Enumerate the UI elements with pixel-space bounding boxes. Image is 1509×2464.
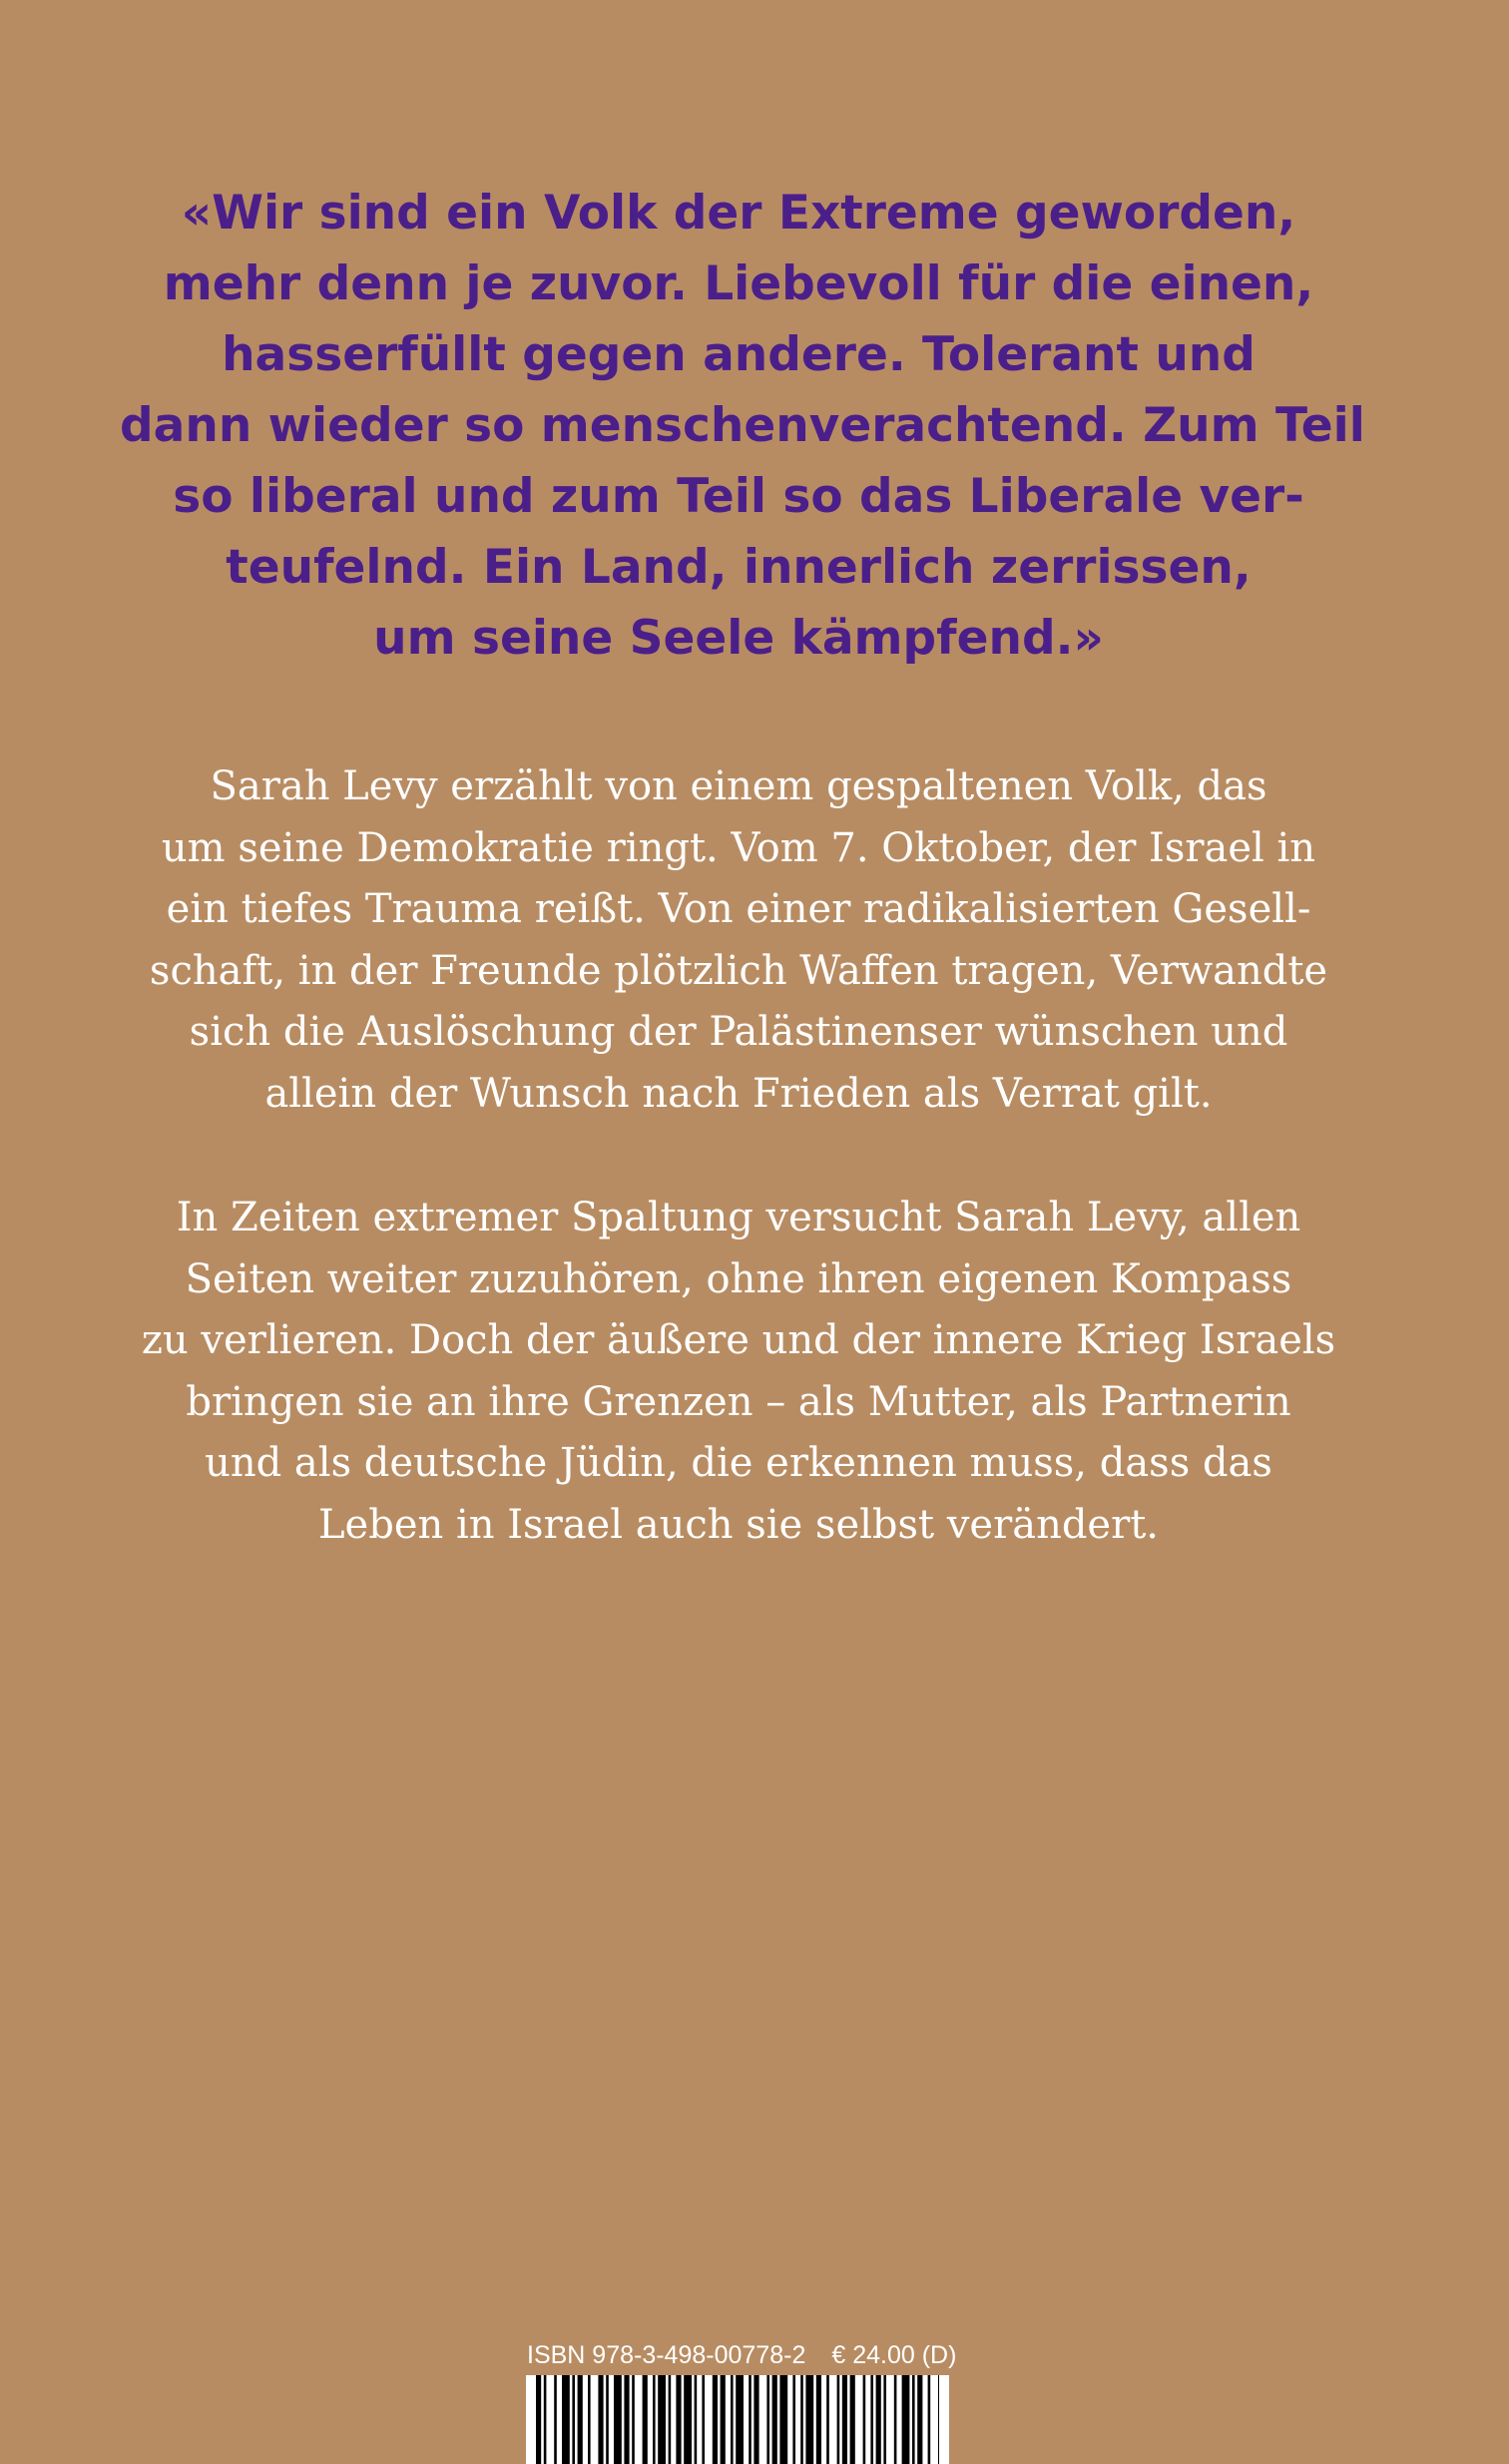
paragraph-line: Seiten weiter zuzuhören, ohne ihren eigenen Kompass (185, 1255, 1292, 1302)
barcode-bar (702, 2375, 705, 2464)
barcode-bar (805, 2375, 813, 2464)
barcode-bar (938, 2375, 939, 2464)
barcode-bar (870, 2375, 873, 2464)
quote-line: dann wieder so menschenverachtend. Zum Teil (120, 398, 1365, 453)
barcode-bar (624, 2375, 629, 2464)
barcode-bar (779, 2375, 787, 2464)
paragraph-line: zu verlieren. Doch der äußere und der innere Krieg Israels (141, 1317, 1336, 1363)
barcode-bar (676, 2375, 681, 2464)
paragraph-line: sich die Auslöschung der Palästinenser wünschen und (189, 1009, 1288, 1055)
barcode-bar (863, 2375, 866, 2464)
barcode-bar (842, 2375, 847, 2464)
paragraph-line: um seine Demokratie ringt. Vom 7. Oktober, der Israel in (161, 824, 1316, 871)
barcode-bar (614, 2375, 622, 2464)
barcode-bar (912, 2375, 915, 2464)
barcode-bar (536, 2375, 541, 2464)
barcode-bar (902, 2375, 910, 2464)
paragraph-line: schaft, in der Freunde plötzlich Waffen tragen, Verwandte (149, 947, 1328, 994)
isbn-number: ISBN 978-3-498-00778-2 (527, 2341, 806, 2369)
barcode-bar (928, 2375, 931, 2464)
barcode-bar (736, 2375, 744, 2464)
barcode-bar (826, 2375, 829, 2464)
barcode-bar (792, 2375, 795, 2464)
quote-line: «Wir sind ein Volk der Extreme geworden, (181, 186, 1296, 241)
quote-line: um seine Seele kämpfend.» (373, 611, 1104, 666)
barcode-bar (816, 2375, 821, 2464)
barcode-bar (766, 2375, 769, 2464)
barcode-bar (606, 2375, 609, 2464)
barcode-bar (731, 2375, 734, 2464)
quote-line: mehr denn je zuvor. Liebevoll für die einen, (163, 256, 1314, 311)
quote-line: so liberal und zum Teil so das Liberale ver- (173, 469, 1304, 524)
paragraph-line: und als deutsche Jüdin, die erkennen muss, dass das (205, 1440, 1272, 1486)
quote-line: teufelnd. Ein Land, innerlich zerrissen, (226, 540, 1252, 595)
barcode-bar (749, 2375, 752, 2464)
barcode-bar (684, 2375, 692, 2464)
barcode-bar (588, 2375, 591, 2464)
barcode-bar (653, 2375, 656, 2464)
barcode-bar (850, 2375, 855, 2464)
paragraph-line: ein tiefes Trauma reißt. Von einer radikalisierten Gesell- (166, 886, 1311, 932)
barcode-bar (837, 2375, 840, 2464)
paragraph-line: Sarah Levy erzählt von einem gespaltenen Volk, das (210, 763, 1267, 809)
blurb-quote (120, 178, 1365, 674)
barcode-bar (800, 2375, 803, 2464)
barcode-bar (643, 2375, 648, 2464)
barcode-bar (669, 2375, 672, 2464)
barcode-bar (562, 2375, 570, 2464)
barcode-bar (876, 2375, 881, 2464)
paragraph-line: Leben in Israel auch sie selbst verändert. (317, 1501, 1160, 1548)
barcode-bar (772, 2375, 777, 2464)
quote-line: hasserfüllt gegen andere. Tolerant und (222, 327, 1256, 382)
barcode-bar (754, 2375, 758, 2464)
paragraph-line: bringen sie an ihre Grenzen – als Mutter, als Partnerin (186, 1378, 1291, 1425)
paragraph-line: allein der Wunsch nach Frieden als Verrat gilt. (264, 1070, 1213, 1117)
barcode-bar (578, 2375, 583, 2464)
barcode-bar (544, 2375, 547, 2464)
barcode-bar (554, 2375, 557, 2464)
barcode-bar (721, 2375, 726, 2464)
barcode-bar (917, 2375, 922, 2464)
barcode-bar (598, 2375, 603, 2464)
barcode-bar (695, 2375, 698, 2464)
barcode (526, 2375, 949, 2464)
price-label: € 24.00 (D) (831, 2341, 957, 2369)
barcode-bar (883, 2375, 886, 2464)
barcode-bar (572, 2375, 575, 2464)
barcode-bar (713, 2375, 718, 2464)
description-paragraph-1 (120, 756, 1357, 1125)
description-paragraph-2 (120, 1188, 1357, 1556)
isbn-price-line (527, 2338, 957, 2372)
barcode-bar (658, 2375, 666, 2464)
paragraph-line: In Zeiten extremer Spaltung versucht Sarah Levy, allen (176, 1195, 1301, 1240)
barcode-bar (894, 2375, 897, 2464)
barcode-bars (526, 2375, 949, 2464)
barcode-bar (632, 2375, 635, 2464)
